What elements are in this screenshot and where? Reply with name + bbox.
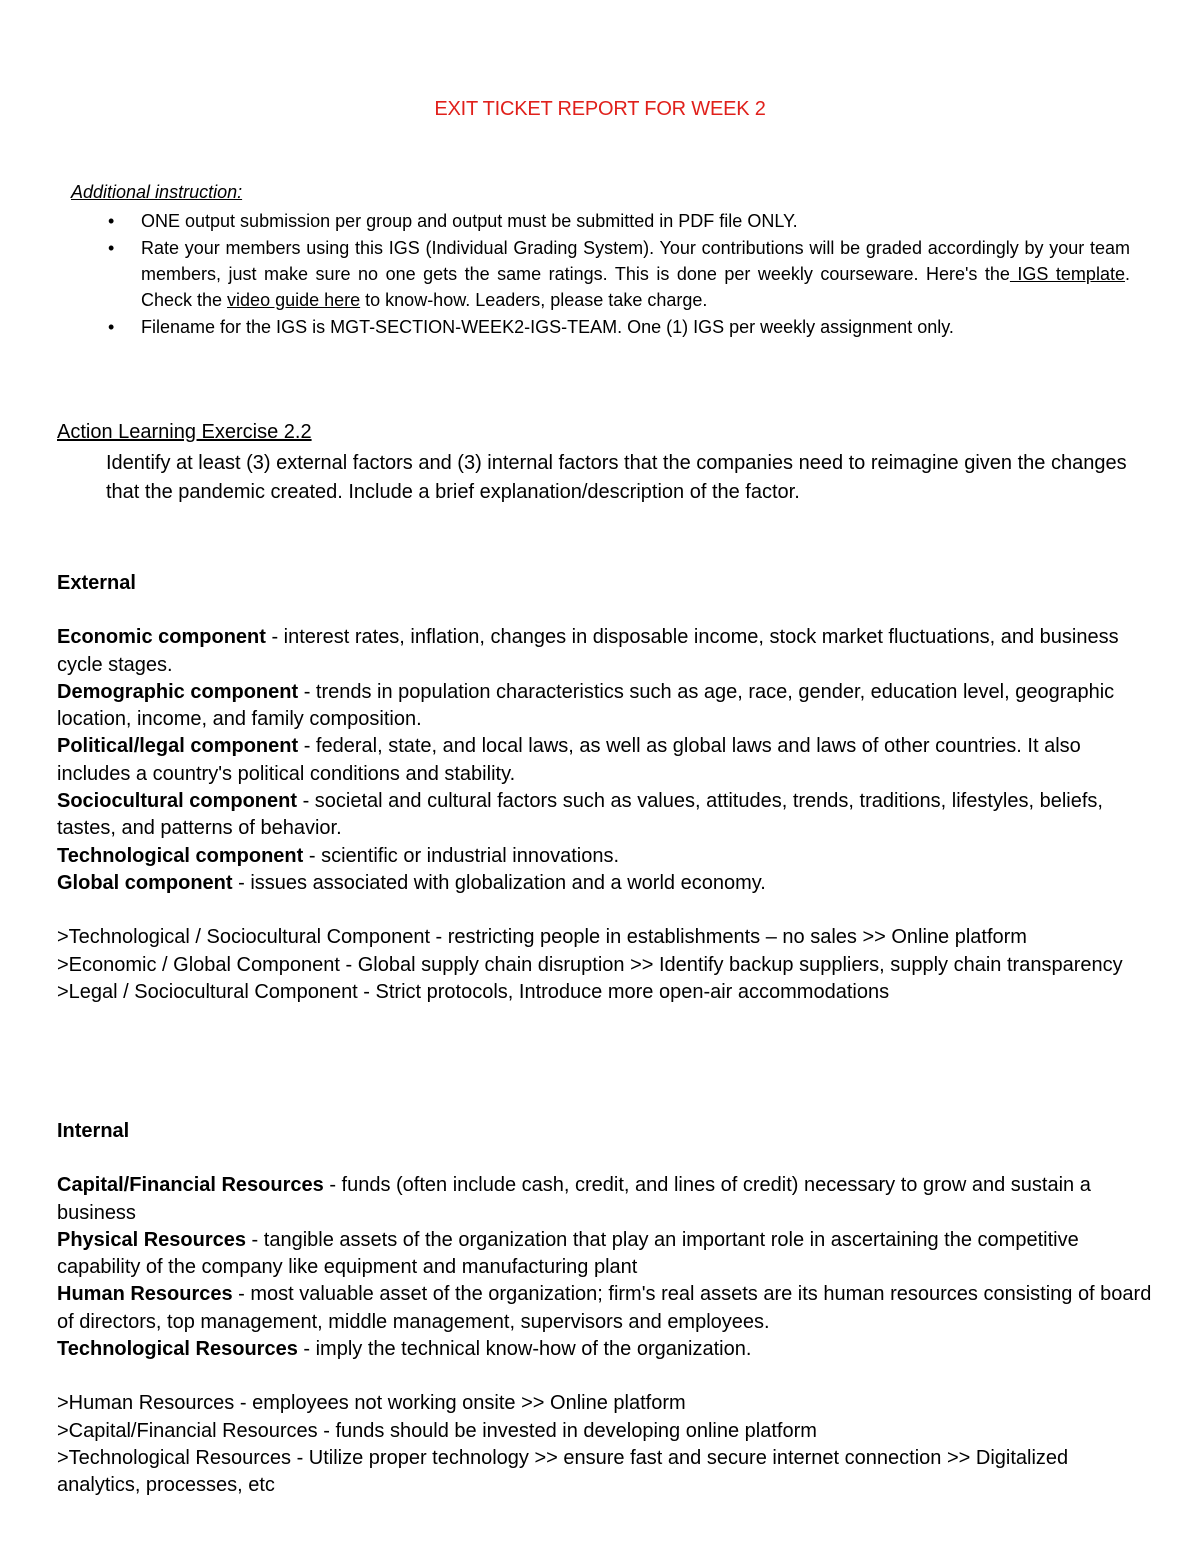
instruction-item: • ONE output submission per group and output must be submitted in PDF file ONLY. xyxy=(100,208,1130,234)
external-component: Political/legal component - federal, state, and local laws, as well as global laws and laws of other countries. It also includes a country's political conditions and stability. xyxy=(57,735,1081,785)
internal-note: >Human Resources - employees not working onsite >> Online platform xyxy=(57,1392,686,1415)
internal-component: Technological Resources - imply the technical know-how of the organization. xyxy=(57,1338,752,1361)
external-section xyxy=(57,570,1157,1006)
internal-component: Physical Resources - tangible assets of the organization that play an important role in ascertaining the competitive capability of the company like equipment and manufacturing plant xyxy=(57,1228,1079,1279)
instruction-item: • Filename for the IGS is MGT-SECTION-WEEK2-IGS-TEAM. One (1) IGS per weekly assignment only. xyxy=(100,314,1130,340)
page-title: EXIT TICKET REPORT FOR WEEK 2 xyxy=(434,98,766,120)
instruction-item: • Rate your members using this IGS (Individual Grading System). Your contributions will be graded accordingly by your team members, just make sure no one gets the same ratings. This is done per weekly courseware. Here's the IGS template. Check the video guide here to know-how. Leaders, please take charge. xyxy=(100,235,1130,313)
external-component: Global component - issues associated with globalization and a world economy. xyxy=(57,871,766,894)
bullet-icon: • xyxy=(108,211,115,231)
instructions-heading: Additional instruction: xyxy=(71,182,243,202)
external-note: >Technological / Sociocultural Component - restricting people in establishments – no sales >> Online platform xyxy=(57,926,1027,949)
external-heading: External xyxy=(57,572,136,594)
external-note: >Economic / Global Component - Global supply chain disruption >> Identify backup suppliers, supply chain transparency xyxy=(57,953,1123,976)
internal-heading: Internal xyxy=(57,1120,130,1142)
exercise-text: Identify at least (3) external factors and (3) internal factors that the companies need to reimagine given the changes that the pandemic created. Include a brief explanation/description of the factor. xyxy=(106,452,1127,503)
exercise-heading: Action Learning Exercise 2.2 xyxy=(57,421,312,443)
external-note: >Legal / Sociocultural Component - Strict protocols, Introduce more open-air accommodations xyxy=(57,980,890,1003)
bullet-icon: • xyxy=(108,317,115,337)
external-component: Economic component - interest rates, inflation, changes in disposable income, stock market fluctuations, and business cycle stages. xyxy=(57,626,1119,676)
internal-note: >Technological Resources - Utilize proper technology >> ensure fast and secure internet connection >> Digitalized analytics, processes, etc xyxy=(57,1446,1069,1497)
igs-template-link[interactable]: IGS template xyxy=(1009,264,1125,284)
external-component: Technological component - scientific or industrial innovations. xyxy=(57,844,620,867)
internal-component: Human Resources - most valuable asset of the organization; firm's real assets are its human resources consisting of board of directors, top management, middle management, supervisors and employees. xyxy=(57,1283,1152,1333)
video-guide-link[interactable]: video guide here xyxy=(227,290,361,310)
internal-component: Capital/Financial Resources - funds (often include cash, credit, and lines of credit) necessary to grow and sustain a business xyxy=(57,1174,1091,1224)
external-component: Demographic component - trends in population characteristics such as age, race, gender, education level, geographic location, income, and family composition. xyxy=(57,680,1115,731)
internal-note: >Capital/Financial Resources - funds should be invested in developing online platform xyxy=(57,1419,817,1442)
internal-section xyxy=(57,1118,1157,1500)
bullet-icon: • xyxy=(108,238,115,258)
instructions-list xyxy=(100,208,1130,341)
external-component: Sociocultural component - societal and cultural factors such as values, attitudes, trends, traditions, lifestyles, beliefs, tastes, and patterns of behavior. xyxy=(57,790,1103,840)
instruction-text: Rate your members using this IGS (Individual Grading System). Your contributions will be graded accordingly by your team members, just make sure no one gets the same ratings. This is done per weekly courseware. Here's the xyxy=(141,238,1130,284)
